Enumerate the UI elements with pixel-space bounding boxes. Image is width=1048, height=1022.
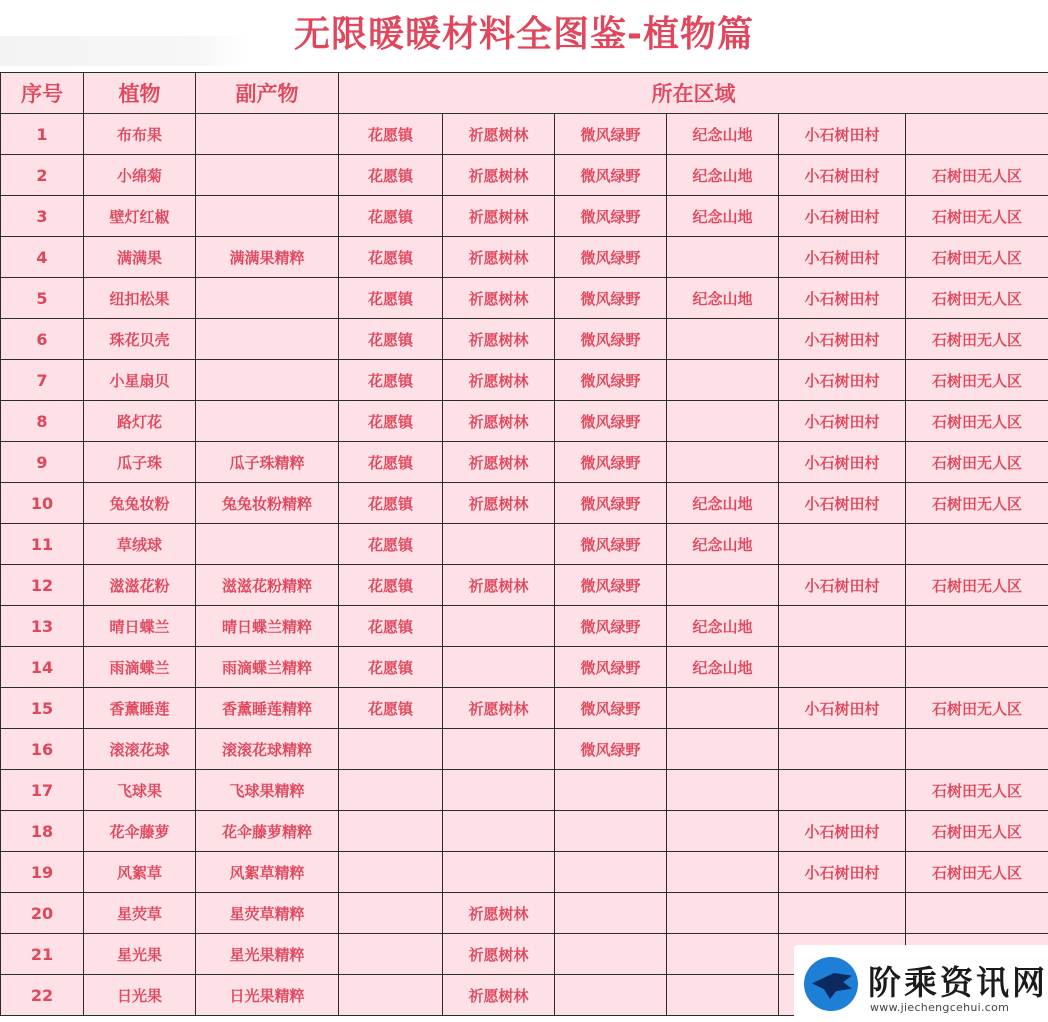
row-index: 8: [1, 401, 84, 442]
row-region: [779, 606, 906, 647]
row-region: [779, 524, 906, 565]
row-region: [443, 852, 555, 893]
row-region: 祈愿树林: [443, 483, 555, 524]
row-region: 花愿镇: [339, 196, 443, 237]
row-region: 祈愿树林: [443, 934, 555, 975]
table-row: [1, 483, 1048, 524]
row-region: 石树田无人区: [906, 442, 1048, 483]
row-byproduct: [196, 196, 339, 237]
row-byproduct: [196, 401, 339, 442]
row-region: [555, 770, 667, 811]
row-region: 小石树田村: [779, 852, 906, 893]
row-plant: 小星扇贝: [84, 360, 196, 401]
row-region: 小石树田村: [779, 401, 906, 442]
row-plant: 壁灯红椒: [84, 196, 196, 237]
table-row: [1, 196, 1048, 237]
row-byproduct: [196, 114, 339, 155]
row-region: [667, 319, 779, 360]
row-region: 微风绿野: [555, 155, 667, 196]
header-plant: 植物: [84, 73, 196, 114]
row-byproduct: 飞球果精粹: [196, 770, 339, 811]
row-plant: 满满果: [84, 237, 196, 278]
row-region: 纪念山地: [667, 647, 779, 688]
row-region: 石树田无人区: [906, 319, 1048, 360]
row-region: [443, 606, 555, 647]
row-byproduct: 日光果精粹: [196, 975, 339, 1016]
row-region: 石树田无人区: [906, 360, 1048, 401]
table-row: [1, 155, 1048, 196]
row-byproduct: 滚滚花球精粹: [196, 729, 339, 770]
row-region: 花愿镇: [339, 237, 443, 278]
page-title: 无限暖暖材料全图鉴-植物篇: [294, 14, 754, 55]
row-region: 微风绿野: [555, 483, 667, 524]
row-region: 小石树田村: [779, 688, 906, 729]
table-row: [1, 114, 1048, 155]
row-region: [667, 729, 779, 770]
row-region: 小石树田村: [779, 319, 906, 360]
row-region: 祈愿树林: [443, 442, 555, 483]
row-region: [667, 893, 779, 934]
row-region: 纪念山地: [667, 196, 779, 237]
row-byproduct: [196, 155, 339, 196]
row-plant: 小绵菊: [84, 155, 196, 196]
row-plant: 滚滚花球: [84, 729, 196, 770]
row-region: 石树田无人区: [906, 483, 1048, 524]
row-region: [339, 729, 443, 770]
row-index: 6: [1, 319, 84, 360]
row-region: 小石树田村: [779, 483, 906, 524]
table-row: [1, 770, 1048, 811]
row-byproduct: 晴日蝶兰精粹: [196, 606, 339, 647]
row-region: [555, 975, 667, 1016]
row-byproduct: [196, 278, 339, 319]
row-region: 花愿镇: [339, 155, 443, 196]
row-region: 祈愿树林: [443, 893, 555, 934]
row-region: [779, 647, 906, 688]
row-index: 16: [1, 729, 84, 770]
row-plant: 日光果: [84, 975, 196, 1016]
row-region: 祈愿树林: [443, 237, 555, 278]
row-region: [779, 893, 906, 934]
row-region: [339, 852, 443, 893]
row-region: [906, 647, 1048, 688]
row-region: 花愿镇: [339, 401, 443, 442]
row-plant: 草绒球: [84, 524, 196, 565]
watermark-url: www.jiechengcehui.com: [870, 1001, 1010, 1014]
row-plant: 珠花贝壳: [84, 319, 196, 360]
row-plant: 晴日蝶兰: [84, 606, 196, 647]
row-region: 微风绿野: [555, 114, 667, 155]
table-row: [1, 401, 1048, 442]
row-region: [667, 237, 779, 278]
row-byproduct: 风絮草精粹: [196, 852, 339, 893]
row-region: 花愿镇: [339, 278, 443, 319]
row-region: 花愿镇: [339, 565, 443, 606]
row-region: 微风绿野: [555, 442, 667, 483]
row-region: [555, 852, 667, 893]
row-region: 祈愿树林: [443, 565, 555, 606]
row-region: 微风绿野: [555, 401, 667, 442]
row-region: 微风绿野: [555, 278, 667, 319]
row-index: 7: [1, 360, 84, 401]
row-region: 微风绿野: [555, 729, 667, 770]
row-region: [555, 811, 667, 852]
table-header-row: [1, 73, 1048, 114]
row-index: 20: [1, 893, 84, 934]
table-row: [1, 319, 1048, 360]
row-region: 小石树田村: [779, 278, 906, 319]
row-region: 小石树田村: [779, 196, 906, 237]
row-region: [339, 934, 443, 975]
row-index: 4: [1, 237, 84, 278]
row-index: 3: [1, 196, 84, 237]
row-region: 祈愿树林: [443, 196, 555, 237]
row-region: 纪念山地: [667, 278, 779, 319]
table-row: [1, 647, 1048, 688]
table-row: [1, 442, 1048, 483]
row-byproduct: 瓜子珠精粹: [196, 442, 339, 483]
watermark-site-name: 阶乘资讯网: [868, 963, 1048, 1002]
table-row: [1, 852, 1048, 893]
row-region: 石树田无人区: [906, 688, 1048, 729]
row-plant: 星荧草: [84, 893, 196, 934]
blurred-overlay: [0, 36, 250, 66]
row-byproduct: 花伞藤萝精粹: [196, 811, 339, 852]
row-region: [667, 770, 779, 811]
row-byproduct: 满满果精粹: [196, 237, 339, 278]
row-region: 小石树田村: [779, 114, 906, 155]
row-plant: 风絮草: [84, 852, 196, 893]
row-region: 微风绿野: [555, 196, 667, 237]
row-region: [339, 975, 443, 1016]
row-region: 花愿镇: [339, 524, 443, 565]
row-region: 花愿镇: [339, 606, 443, 647]
row-region: 祈愿树林: [443, 401, 555, 442]
row-region: 祈愿树林: [443, 278, 555, 319]
row-plant: 布布果: [84, 114, 196, 155]
row-region: 小石树田村: [779, 442, 906, 483]
row-plant: 香薰睡莲: [84, 688, 196, 729]
row-region: 祈愿树林: [443, 114, 555, 155]
row-region: 祈愿树林: [443, 688, 555, 729]
row-region: 微风绿野: [555, 688, 667, 729]
row-region: 石树田无人区: [906, 155, 1048, 196]
row-region: 小石树田村: [779, 811, 906, 852]
row-index: 10: [1, 483, 84, 524]
row-region: 花愿镇: [339, 360, 443, 401]
table-row: [1, 811, 1048, 852]
row-index: 5: [1, 278, 84, 319]
row-byproduct: [196, 360, 339, 401]
plant-materials-table: [0, 72, 1048, 1016]
row-index: 12: [1, 565, 84, 606]
table-row: [1, 237, 1048, 278]
row-index: 17: [1, 770, 84, 811]
row-region: [906, 114, 1048, 155]
row-region: [906, 729, 1048, 770]
row-plant: 花伞藤萝: [84, 811, 196, 852]
row-index: 11: [1, 524, 84, 565]
row-index: 14: [1, 647, 84, 688]
row-region: [555, 934, 667, 975]
row-region: [443, 647, 555, 688]
row-byproduct: [196, 319, 339, 360]
row-byproduct: 兔兔妆粉精粹: [196, 483, 339, 524]
row-region: [779, 770, 906, 811]
row-region: 花愿镇: [339, 647, 443, 688]
row-plant: 雨滴蝶兰: [84, 647, 196, 688]
row-region: [667, 934, 779, 975]
row-region: 微风绿野: [555, 319, 667, 360]
row-plant: 兔兔妆粉: [84, 483, 196, 524]
row-region: 纪念山地: [667, 155, 779, 196]
row-byproduct: 雨滴蝶兰精粹: [196, 647, 339, 688]
row-region: 纪念山地: [667, 524, 779, 565]
row-region: [443, 524, 555, 565]
row-region: 祈愿树林: [443, 319, 555, 360]
header-byproduct: 副产物: [196, 73, 339, 114]
row-region: 花愿镇: [339, 442, 443, 483]
row-plant: 纽扣松果: [84, 278, 196, 319]
row-region: 小石树田村: [779, 565, 906, 606]
row-region: 祈愿树林: [443, 155, 555, 196]
table-row: [1, 278, 1048, 319]
row-region: [667, 565, 779, 606]
row-region: [667, 360, 779, 401]
row-region: 纪念山地: [667, 483, 779, 524]
row-index: 19: [1, 852, 84, 893]
row-plant: 星光果: [84, 934, 196, 975]
eagle-logo-icon: [804, 957, 858, 1011]
row-plant: 路灯花: [84, 401, 196, 442]
table-row: [1, 688, 1048, 729]
table-row: [1, 893, 1048, 934]
row-region: [667, 975, 779, 1016]
row-region: [667, 401, 779, 442]
row-region: 微风绿野: [555, 237, 667, 278]
row-region: 花愿镇: [339, 319, 443, 360]
row-region: 花愿镇: [339, 688, 443, 729]
row-plant: 滋滋花粉: [84, 565, 196, 606]
table-row: [1, 524, 1048, 565]
row-region: 小石树田村: [779, 237, 906, 278]
row-region: [906, 893, 1048, 934]
row-region: [339, 893, 443, 934]
row-index: 15: [1, 688, 84, 729]
row-index: 13: [1, 606, 84, 647]
table-row: [1, 729, 1048, 770]
row-region: [906, 524, 1048, 565]
row-region: [906, 606, 1048, 647]
row-region: 微风绿野: [555, 524, 667, 565]
row-region: 微风绿野: [555, 647, 667, 688]
row-plant: 瓜子珠: [84, 442, 196, 483]
row-region: 石树田无人区: [906, 852, 1048, 893]
row-byproduct: 星光果精粹: [196, 934, 339, 975]
row-region: 石树田无人区: [906, 278, 1048, 319]
header-index: 序号: [1, 73, 84, 114]
row-byproduct: 滋滋花粉精粹: [196, 565, 339, 606]
row-region: 石树田无人区: [906, 237, 1048, 278]
row-byproduct: [196, 524, 339, 565]
row-region: 石树田无人区: [906, 196, 1048, 237]
row-region: 石树田无人区: [906, 565, 1048, 606]
table-row: [1, 360, 1048, 401]
row-region: [443, 729, 555, 770]
table-row: [1, 606, 1048, 647]
row-region: 石树田无人区: [906, 401, 1048, 442]
row-region: [667, 811, 779, 852]
row-region: 纪念山地: [667, 114, 779, 155]
row-region: 小石树田村: [779, 155, 906, 196]
row-region: 祈愿树林: [443, 975, 555, 1016]
table-row: [1, 565, 1048, 606]
row-region: 花愿镇: [339, 114, 443, 155]
row-region: [555, 893, 667, 934]
header-regions: 所在区域: [339, 73, 1048, 114]
row-region: 祈愿树林: [443, 360, 555, 401]
table-body: [1, 114, 1048, 1016]
row-index: 2: [1, 155, 84, 196]
row-region: 纪念山地: [667, 606, 779, 647]
row-region: [443, 811, 555, 852]
row-region: 石树田无人区: [906, 811, 1048, 852]
row-region: [667, 852, 779, 893]
site-watermark: [794, 945, 1048, 1022]
row-index: 21: [1, 934, 84, 975]
row-region: 微风绿野: [555, 606, 667, 647]
row-index: 9: [1, 442, 84, 483]
row-region: 微风绿野: [555, 565, 667, 606]
row-region: [779, 729, 906, 770]
row-region: [443, 770, 555, 811]
row-region: 花愿镇: [339, 483, 443, 524]
row-index: 22: [1, 975, 84, 1016]
row-region: [667, 442, 779, 483]
row-region: [339, 811, 443, 852]
row-byproduct: 香薰睡莲精粹: [196, 688, 339, 729]
row-byproduct: 星荧草精粹: [196, 893, 339, 934]
row-region: 小石树田村: [779, 360, 906, 401]
row-region: [339, 770, 443, 811]
row-index: 18: [1, 811, 84, 852]
row-region: 石树田无人区: [906, 770, 1048, 811]
row-index: 1: [1, 114, 84, 155]
row-region: 微风绿野: [555, 360, 667, 401]
row-plant: 飞球果: [84, 770, 196, 811]
row-region: [667, 688, 779, 729]
